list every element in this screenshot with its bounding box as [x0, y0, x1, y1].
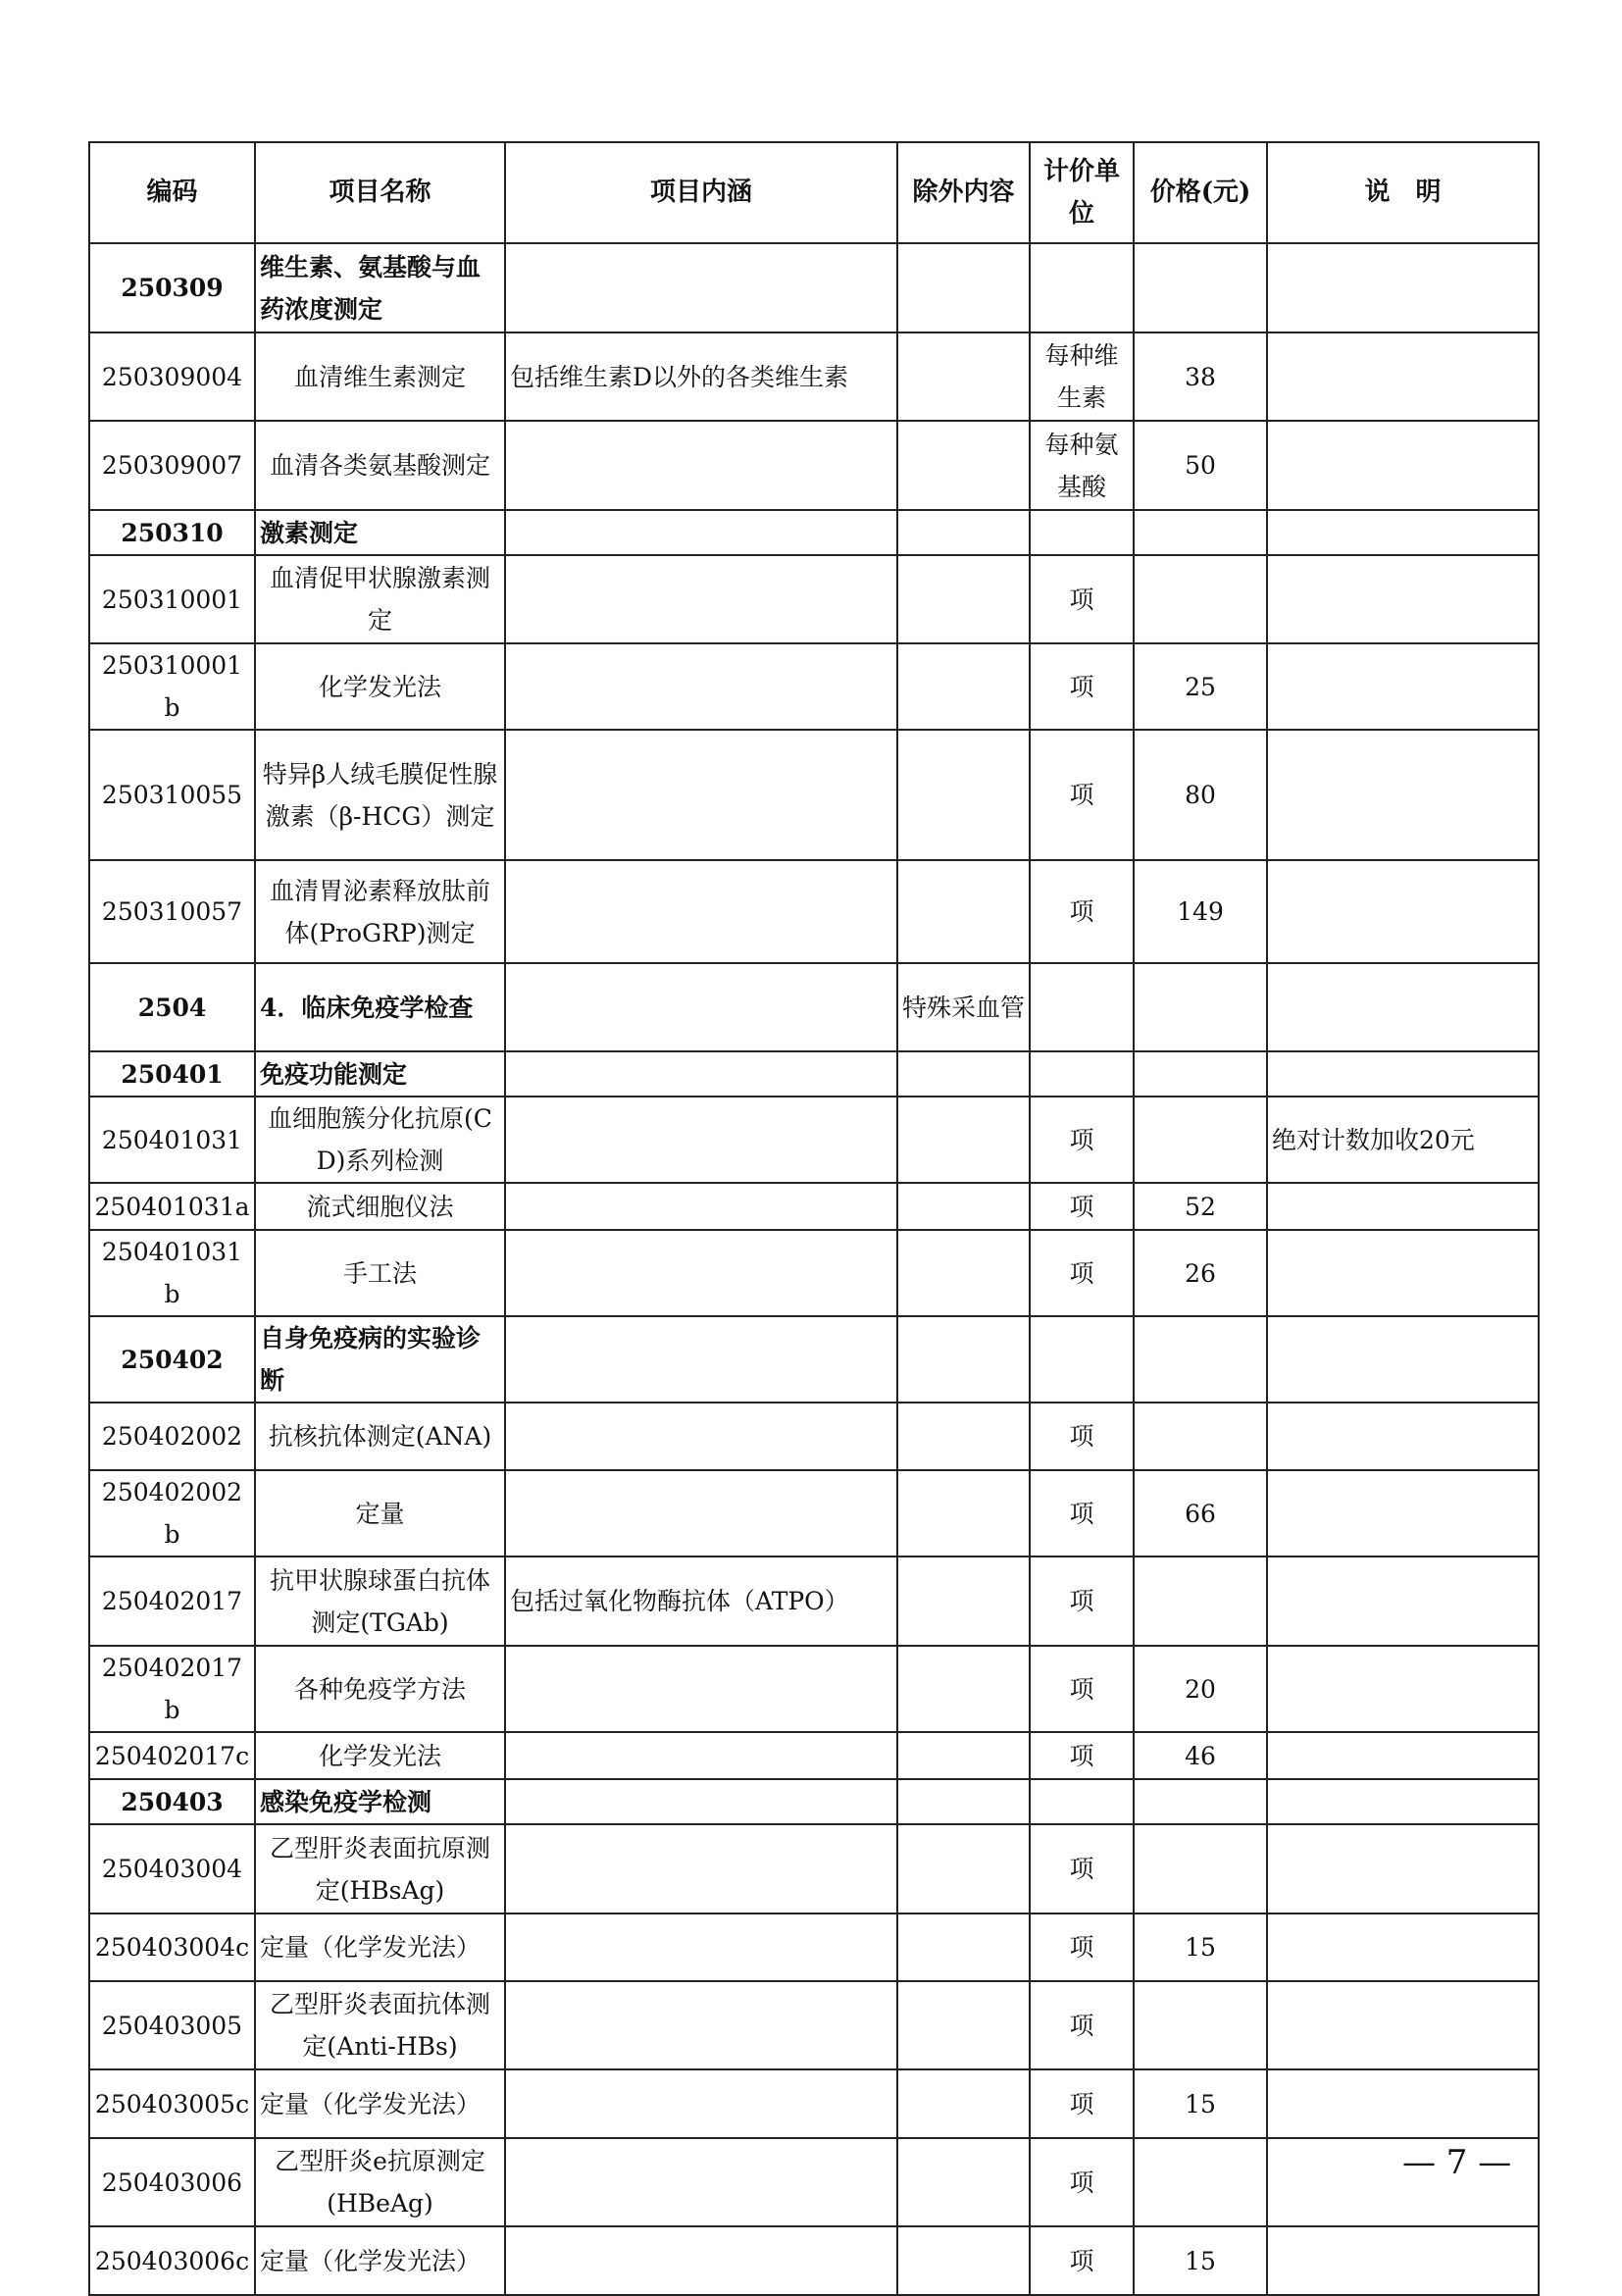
cell-name: 乙型肝炎e抗原测定(HBeAg) [255, 2138, 505, 2226]
cell-unit: 项 [1030, 1824, 1134, 1913]
cell-unit: 项 [1030, 1732, 1134, 1779]
cell-note [1267, 1646, 1539, 1732]
cell-price [1134, 1097, 1267, 1183]
cell-code: 250402 [89, 1316, 255, 1403]
cell-exclude [897, 730, 1030, 860]
cell-code: 250401031 [89, 1097, 255, 1183]
cell-price: 46 [1134, 1732, 1267, 1779]
cell-unit [1030, 963, 1134, 1051]
cell-price: 20 [1134, 1646, 1267, 1732]
cell-note [1267, 1230, 1539, 1316]
header-cell: 价格(元) [1134, 142, 1267, 243]
cell-name: 免疫功能测定 [255, 1051, 505, 1097]
header-cell: 计价单位 [1030, 142, 1134, 243]
cell-name: 自身免疫病的实验诊断 [255, 1316, 505, 1403]
header-row [89, 142, 1539, 243]
cell-price [1134, 2138, 1267, 2226]
table-row [89, 2226, 1539, 2295]
cell-unit [1030, 510, 1134, 555]
cell-price: 50 [1134, 421, 1267, 510]
cell-exclude [897, 332, 1030, 421]
cell-code: 250403 [89, 1779, 255, 1824]
table-row [89, 1183, 1539, 1230]
table-row [89, 2138, 1539, 2226]
cell-exclude [897, 1556, 1030, 1646]
cell-price [1134, 510, 1267, 555]
cell-name: 血清维生素测定 [255, 332, 505, 421]
table-row [89, 1316, 1539, 1403]
cell-code: 250402002 [89, 1403, 255, 1470]
cell-exclude [897, 421, 1030, 510]
table-row [89, 1470, 1539, 1556]
cell-name: 血清各类氨基酸测定 [255, 421, 505, 510]
cell-name: 4．临床免疫学检查 [255, 963, 505, 1051]
cell-code: 250309007 [89, 421, 255, 510]
cell-exclude [897, 510, 1030, 555]
table-row [89, 1097, 1539, 1183]
cell-code: 2504 [89, 963, 255, 1051]
cell-content [505, 243, 897, 332]
cell-unit: 项 [1030, 1097, 1134, 1183]
cell-note [1267, 2069, 1539, 2138]
cell-unit [1030, 1779, 1134, 1824]
cell-note [1267, 332, 1539, 421]
cell-unit [1030, 1051, 1134, 1097]
cell-content [505, 510, 897, 555]
cell-code: 250310001 [89, 555, 255, 643]
cell-content [505, 1470, 897, 1556]
cell-unit: 项 [1030, 1556, 1134, 1646]
table-row [89, 2069, 1539, 2138]
cell-note [1267, 730, 1539, 860]
cell-note [1267, 963, 1539, 1051]
cell-unit: 项 [1030, 1403, 1134, 1470]
cell-exclude [897, 1824, 1030, 1913]
cell-code: 250403005 [89, 1981, 255, 2069]
cell-price: 26 [1134, 1230, 1267, 1316]
cell-price [1134, 963, 1267, 1051]
cell-note [1267, 1470, 1539, 1556]
cell-note [1267, 1981, 1539, 2069]
table-row [89, 963, 1539, 1051]
cell-code: 250402017b [89, 1646, 255, 1732]
cell-note [1267, 643, 1539, 730]
cell-unit: 项 [1030, 1913, 1134, 1981]
table-row [89, 421, 1539, 510]
cell-code: 250310055 [89, 730, 255, 860]
cell-name: 血清胃泌素释放肽前体(ProGRP)测定 [255, 860, 505, 963]
cell-content: 包括维生素D以外的各类维生素 [505, 332, 897, 421]
table-row [89, 643, 1539, 730]
cell-name: 激素测定 [255, 510, 505, 555]
table-row [89, 332, 1539, 421]
cell-price [1134, 1403, 1267, 1470]
cell-exclude [897, 243, 1030, 332]
table-row [89, 860, 1539, 963]
cell-content [505, 730, 897, 860]
cell-content [505, 1403, 897, 1470]
cell-note [1267, 1779, 1539, 1824]
table-row [89, 1732, 1539, 1779]
cell-price [1134, 1051, 1267, 1097]
cell-exclude [897, 2138, 1030, 2226]
cell-content [505, 1316, 897, 1403]
cell-code: 250403004 [89, 1824, 255, 1913]
header-cell: 说 明 [1267, 142, 1539, 243]
cell-code: 250402002b [89, 1470, 255, 1556]
cell-name: 定量（化学发光法） [255, 2069, 505, 2138]
cell-content [505, 1097, 897, 1183]
cell-unit: 项 [1030, 2069, 1134, 2138]
cell-name: 各种免疫学方法 [255, 1646, 505, 1732]
cell-code: 250401031b [89, 1230, 255, 1316]
cell-price [1134, 1779, 1267, 1824]
cell-name: 定量（化学发光法） [255, 2226, 505, 2295]
cell-exclude [897, 1230, 1030, 1316]
table-row [89, 1779, 1539, 1824]
cell-unit: 项 [1030, 555, 1134, 643]
cell-price: 15 [1134, 2226, 1267, 2295]
header-cell: 项目内涵 [505, 142, 897, 243]
cell-name: 手工法 [255, 1230, 505, 1316]
cell-content [505, 1183, 897, 1230]
cell-unit: 每种维生素 [1030, 332, 1134, 421]
table-row [89, 1824, 1539, 1913]
cell-name: 化学发光法 [255, 1732, 505, 1779]
cell-exclude [897, 2226, 1030, 2295]
table-row [89, 1403, 1539, 1470]
cell-unit: 项 [1030, 2138, 1134, 2226]
cell-name: 抗甲状腺球蛋白抗体测定(TGAb) [255, 1556, 505, 1646]
table-row [89, 1051, 1539, 1097]
cell-content [505, 555, 897, 643]
header-cell: 项目名称 [255, 142, 505, 243]
cell-note [1267, 1183, 1539, 1230]
cell-content [505, 1051, 897, 1097]
cell-price: 15 [1134, 2069, 1267, 2138]
cell-unit: 项 [1030, 1230, 1134, 1316]
table-row [89, 243, 1539, 332]
cell-unit: 项 [1030, 860, 1134, 963]
cell-content [505, 1913, 897, 1981]
cell-exclude [897, 860, 1030, 963]
table-row [89, 555, 1539, 643]
cell-content [505, 1824, 897, 1913]
cell-price [1134, 1824, 1267, 1913]
table-row [89, 1230, 1539, 1316]
header-cell: 除外内容 [897, 142, 1030, 243]
cell-code: 250401 [89, 1051, 255, 1097]
cell-price: 66 [1134, 1470, 1267, 1556]
cell-unit [1030, 1316, 1134, 1403]
cell-name: 化学发光法 [255, 643, 505, 730]
cell-exclude [897, 1097, 1030, 1183]
cell-content [505, 1779, 897, 1824]
cell-content [505, 2226, 897, 2295]
cell-name: 定量 [255, 1470, 505, 1556]
cell-note [1267, 243, 1539, 332]
cell-exclude [897, 1913, 1030, 1981]
cell-content [505, 963, 897, 1051]
cell-price [1134, 1316, 1267, 1403]
header-cell: 编码 [89, 142, 255, 243]
cell-note [1267, 860, 1539, 963]
cell-code: 250309 [89, 243, 255, 332]
cell-unit: 项 [1030, 1470, 1134, 1556]
cell-note [1267, 2226, 1539, 2295]
cell-unit: 项 [1030, 730, 1134, 860]
table-row [89, 730, 1539, 860]
cell-exclude [897, 1981, 1030, 2069]
cell-note [1267, 1051, 1539, 1097]
cell-content [505, 1230, 897, 1316]
cell-content [505, 2069, 897, 2138]
cell-exclude [897, 555, 1030, 643]
cell-exclude [897, 1732, 1030, 1779]
page-number: — 7 — [1402, 2143, 1512, 2182]
cell-content [505, 421, 897, 510]
cell-name: 血细胞簇分化抗原(CD)系列检测 [255, 1097, 505, 1183]
cell-exclude [897, 1470, 1030, 1556]
cell-note [1267, 1732, 1539, 1779]
cell-content [505, 1981, 897, 2069]
cell-price [1134, 1981, 1267, 2069]
cell-name: 流式细胞仪法 [255, 1183, 505, 1230]
cell-content [505, 1732, 897, 1779]
cell-exclude: 特殊采血管 [897, 963, 1030, 1051]
cell-exclude [897, 1183, 1030, 1230]
cell-price [1134, 1556, 1267, 1646]
cell-price: 149 [1134, 860, 1267, 963]
cell-code: 250403005c [89, 2069, 255, 2138]
price-table [88, 141, 1540, 2296]
cell-name: 特异β人绒毛膜促性腺激素（β-HCG）测定 [255, 730, 505, 860]
cell-note [1267, 1403, 1539, 1470]
cell-unit [1030, 243, 1134, 332]
cell-content [505, 860, 897, 963]
cell-note: 绝对计数加收20元 [1267, 1097, 1539, 1183]
table-row [89, 510, 1539, 555]
cell-unit: 每种氨基酸 [1030, 421, 1134, 510]
cell-content: 包括过氧化物酶抗体（ATPO） [505, 1556, 897, 1646]
cell-code: 250310001b [89, 643, 255, 730]
cell-price: 52 [1134, 1183, 1267, 1230]
cell-code: 250403006c [89, 2226, 255, 2295]
cell-price: 38 [1134, 332, 1267, 421]
cell-unit: 项 [1030, 643, 1134, 730]
cell-content [505, 1646, 897, 1732]
cell-name: 乙型肝炎表面抗原测定(HBsAg) [255, 1824, 505, 1913]
cell-price: 15 [1134, 1913, 1267, 1981]
cell-unit: 项 [1030, 1646, 1134, 1732]
cell-note [1267, 510, 1539, 555]
cell-price: 80 [1134, 730, 1267, 860]
cell-price: 25 [1134, 643, 1267, 730]
cell-unit: 项 [1030, 1981, 1134, 2069]
cell-content [505, 643, 897, 730]
cell-exclude [897, 1779, 1030, 1824]
cell-note [1267, 555, 1539, 643]
cell-unit: 项 [1030, 2226, 1134, 2295]
cell-code: 250403004c [89, 1913, 255, 1981]
cell-code: 250309004 [89, 332, 255, 421]
cell-name: 抗核抗体测定(ANA) [255, 1403, 505, 1470]
cell-price [1134, 555, 1267, 643]
cell-note [1267, 1316, 1539, 1403]
cell-name: 血清促甲状腺激素测定 [255, 555, 505, 643]
cell-note [1267, 1556, 1539, 1646]
cell-note [1267, 1913, 1539, 1981]
cell-content [505, 2138, 897, 2226]
cell-exclude [897, 643, 1030, 730]
table-row [89, 1981, 1539, 2069]
cell-exclude [897, 1051, 1030, 1097]
cell-note [1267, 1824, 1539, 1913]
cell-name: 维生素、氨基酸与血药浓度测定 [255, 243, 505, 332]
cell-code: 250310057 [89, 860, 255, 963]
table-row [89, 1646, 1539, 1732]
cell-exclude [897, 1646, 1030, 1732]
cell-code: 250310 [89, 510, 255, 555]
table-row [89, 1913, 1539, 1981]
cell-code: 250401031a [89, 1183, 255, 1230]
cell-name: 定量（化学发光法） [255, 1913, 505, 1981]
cell-unit: 项 [1030, 1183, 1134, 1230]
cell-note [1267, 421, 1539, 510]
cell-exclude [897, 1316, 1030, 1403]
cell-price [1134, 243, 1267, 332]
cell-exclude [897, 1403, 1030, 1470]
cell-code: 250403006 [89, 2138, 255, 2226]
cell-exclude [897, 2069, 1030, 2138]
cell-code: 250402017c [89, 1732, 255, 1779]
cell-name: 感染免疫学检测 [255, 1779, 505, 1824]
cell-code: 250402017 [89, 1556, 255, 1646]
table-row [89, 1556, 1539, 1646]
cell-name: 乙型肝炎表面抗体测定(Anti-HBs) [255, 1981, 505, 2069]
